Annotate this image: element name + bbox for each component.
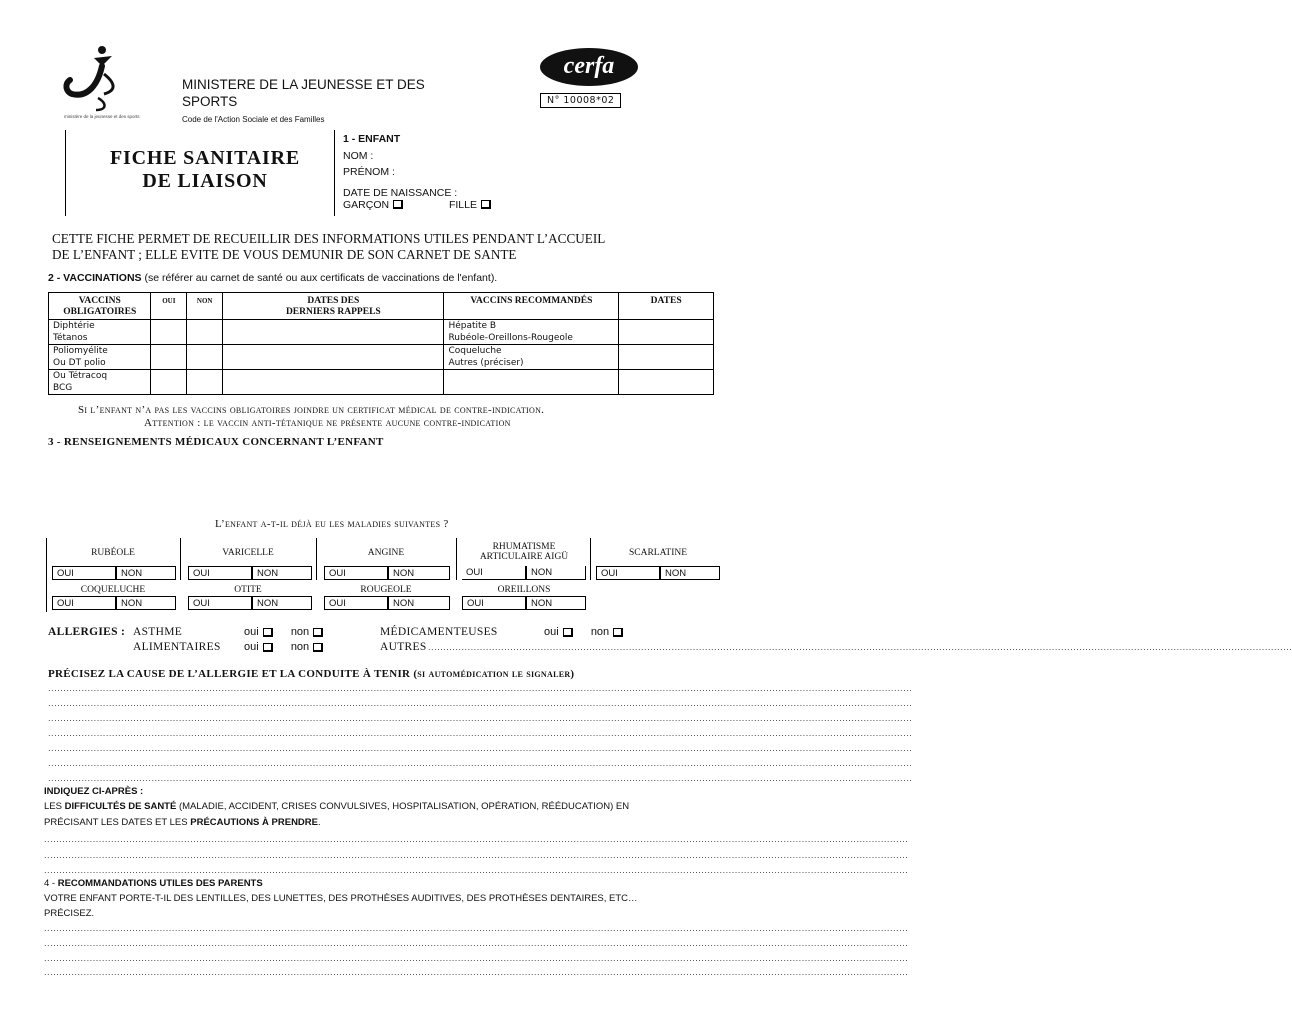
recommande-cell bbox=[444, 345, 619, 370]
precisez-heading: PRÉCISEZ LA CAUSE DE L’ALLERGIE ET LA CONDUITE À TENIR (si automédication le signaler) bbox=[48, 668, 575, 680]
maladies-divider bbox=[46, 538, 47, 612]
date-cell[interactable] bbox=[619, 320, 714, 345]
non-cell[interactable] bbox=[187, 345, 223, 370]
angine-non[interactable]: NON bbox=[388, 566, 450, 580]
indiquez-precautions: PRÉCAUTIONS À PRENDRE bbox=[190, 817, 318, 828]
maladies-divider bbox=[590, 538, 591, 580]
form-number: N° 10008*02 bbox=[540, 93, 621, 108]
col-vaccins-recommandes: VACCINS RECOMMANDÉS bbox=[444, 293, 619, 320]
medical-heading: 3 - RENSEIGNEMENTS MÉDICAUX CONCERNANT L’ENFANT bbox=[48, 436, 384, 448]
maladie-varicelle: VARICELLE bbox=[222, 548, 274, 558]
coqueluche-non[interactable]: NON bbox=[116, 596, 176, 610]
child-prenom-label: PRÉNOM : bbox=[343, 166, 395, 178]
vaccinations-note-1: Si l’enfant n’a pas les vaccins obligatoires joindre un certificat médical de contre-indication. bbox=[78, 404, 545, 416]
medicamenteuses-oui-label: oui bbox=[544, 626, 559, 638]
indiquez-rest: (MALADIE, ACCIDENT, CRISES CONVULSIVES, HOSPITALISATION, OPÉRATION, RÉÉDUCATION) EN bbox=[176, 801, 630, 812]
scarlatine-non[interactable]: NON bbox=[660, 566, 720, 580]
varicelle-oui[interactable]: OUI bbox=[188, 566, 252, 580]
alimentaires-oui-checkbox[interactable] bbox=[263, 643, 273, 652]
autres-label: AUTRES bbox=[380, 641, 427, 653]
difficultes-line[interactable]: ............................................................................................................................................................................................................................................................................................ bbox=[44, 866, 909, 875]
ministry-line-1: MINISTERE DE LA JEUNESSE ET DES bbox=[182, 77, 425, 92]
fille-checkbox[interactable] bbox=[481, 200, 491, 209]
oreillons-oui[interactable]: OUI bbox=[462, 596, 526, 610]
asthme-oui-checkbox[interactable] bbox=[263, 628, 273, 637]
logo-caption: ministère de la jeunesse et des sports bbox=[64, 114, 140, 119]
allergie-line[interactable]: ............................................................................................................................................................................................................................................................................................ bbox=[48, 774, 913, 783]
form-title-line-1: FICHE SANITAIRE bbox=[110, 147, 300, 169]
date-cell[interactable] bbox=[223, 345, 444, 370]
date-cell[interactable] bbox=[619, 345, 714, 370]
recommandations-line[interactable]: ............................................................................................................................................................................................................................................................................................ bbox=[44, 924, 909, 933]
col-dates-rappels: DATES DES DERNIERS RAPPELS bbox=[223, 293, 444, 320]
child-naissance-label: DATE DE NAISSANCE : bbox=[343, 186, 458, 199]
difficultes-line[interactable]: ............................................................................................................................................................................................................................................................................................ bbox=[44, 851, 909, 860]
title-divider-left bbox=[65, 130, 66, 216]
allergie-line[interactable]: ............................................................................................................................................................................................................................................................................................ bbox=[48, 759, 913, 768]
asthme-non-checkbox[interactable] bbox=[313, 628, 323, 637]
fille-label: FILLE bbox=[448, 198, 477, 211]
vaccin-name: Coqueluche bbox=[448, 346, 502, 356]
oui-cell[interactable] bbox=[151, 320, 187, 345]
col-oui: oui bbox=[151, 293, 187, 320]
vaccin-name: Rubéole-Oreillons-Rougeole bbox=[448, 333, 573, 343]
col-non: non bbox=[187, 293, 223, 320]
rhumatisme-non[interactable]: NON bbox=[526, 566, 586, 580]
vaccin-name: Diphtérie bbox=[53, 321, 95, 331]
ministry-name bbox=[182, 76, 425, 110]
rhumatisme-oui[interactable]: OUI bbox=[462, 566, 526, 580]
asthme-non-label: non bbox=[290, 626, 310, 638]
vaccin-name: Hépatite B bbox=[448, 321, 497, 331]
ministry-line-2: SPORTS bbox=[182, 94, 238, 109]
maladie-rhumatisme: RHUMATISME ARTICULAIRE AIGÜ bbox=[479, 542, 569, 562]
maladie-scarlatine: SCARLATINE bbox=[628, 548, 688, 558]
vaccinations-heading bbox=[48, 272, 497, 284]
vaccin-cell bbox=[49, 345, 151, 370]
maladie-coqueluche: COQUELUCHE bbox=[80, 585, 146, 595]
allergie-line[interactable]: ............................................................................................................................................................................................................................................................................................ bbox=[48, 729, 913, 738]
rubeole-non[interactable]: NON bbox=[116, 566, 176, 580]
difficultes-line[interactable]: ............................................................................................................................................................................................................................................................................................ bbox=[44, 835, 909, 844]
child-section bbox=[343, 131, 491, 211]
medicamenteuses-oui-checkbox[interactable] bbox=[563, 628, 573, 637]
col-dates: DATES bbox=[619, 293, 714, 320]
recommandations-heading bbox=[44, 878, 263, 889]
vaccin-name: Poliomyélite bbox=[53, 346, 108, 356]
scarlatine-oui[interactable]: OUI bbox=[596, 566, 660, 580]
vaccin-name: Autres (préciser) bbox=[448, 358, 524, 368]
recommandations-line-1: VOTRE ENFANT PORTE-T-IL DES LENTILLES, DES LUNETTES, DES PROTHÈSES AUDITIVES, DES PROTHÈSES DENTAIRES, ETC… bbox=[44, 893, 638, 904]
rubeole-oui[interactable]: OUI bbox=[52, 566, 116, 580]
indiquez-precisant: PRÉCISANT LES DATES ET LES bbox=[44, 817, 191, 828]
oui-cell[interactable] bbox=[151, 345, 187, 370]
vaccinations-note-2: Attention : le vaccin anti-tétanique ne présente aucune contre-indication bbox=[144, 417, 511, 429]
indiquez-line-1 bbox=[44, 801, 629, 812]
garcon-label: GARÇON bbox=[343, 198, 390, 211]
recommandations-line[interactable]: ............................................................................................................................................................................................................................................................................................ bbox=[44, 968, 909, 977]
maladie-rubeole: RUBÉOLE bbox=[91, 548, 135, 558]
recommandations-line[interactable]: ............................................................................................................................................................................................................................................................................................ bbox=[44, 939, 909, 948]
indiquez-title: INDIQUEZ CI-APRÈS : bbox=[44, 786, 144, 797]
recommandations-title: RECOMMANDATIONS UTILES DES PARENTS bbox=[57, 878, 263, 889]
maladies-divider bbox=[316, 538, 317, 580]
title-divider-right bbox=[334, 130, 335, 216]
recommandations-line[interactable]: ............................................................................................................................................................................................................................................................................................ bbox=[44, 954, 909, 963]
child-nom-label: NOM : bbox=[343, 149, 374, 162]
maladies-divider bbox=[180, 538, 181, 580]
allergie-line[interactable]: ............................................................................................................................................................................................................................................................................................ bbox=[48, 744, 913, 753]
vaccin-name: Tétanos bbox=[53, 333, 88, 343]
allergies-label: ALLERGIES : bbox=[48, 626, 126, 638]
vaccin-name: BCG bbox=[53, 383, 73, 393]
indiquez-line-2 bbox=[44, 817, 321, 828]
asthme-oui-label: oui bbox=[244, 626, 259, 638]
alimentaires-non-label: non bbox=[290, 641, 310, 653]
ministry-logo bbox=[58, 44, 158, 120]
date-cell[interactable] bbox=[223, 370, 444, 395]
child-section-title: 1 - ENFANT bbox=[343, 133, 401, 145]
otite-oui[interactable]: OUI bbox=[188, 596, 252, 610]
oreillons-non[interactable]: NON bbox=[526, 596, 586, 610]
intro-text bbox=[52, 231, 605, 263]
autres-dots[interactable]: ............................................................................................................................................................................................................................................................................................ bbox=[428, 643, 1292, 652]
non-cell[interactable] bbox=[187, 320, 223, 345]
maladies-question: L’enfant a-t-il déjà eu les maladies suivantes ? bbox=[215, 518, 449, 530]
intro-line-1: CETTE FICHE PERMET DE RECUEILLIR DES INFORMATIONS UTILES PENDANT L’ACCUEIL bbox=[52, 231, 606, 246]
otite-non[interactable]: NON bbox=[252, 596, 312, 610]
vaccinations-header-row bbox=[49, 293, 714, 320]
medicamenteuses-non-checkbox[interactable] bbox=[613, 628, 623, 637]
allergie-line[interactable]: ............................................................................................................................................................................................................................................................................................ bbox=[48, 684, 913, 693]
form-title-line-2: DE LIAISON bbox=[142, 170, 268, 192]
table-row bbox=[49, 370, 714, 395]
alimentaires-choices bbox=[244, 641, 323, 653]
medicamenteuses-label: MÉDICAMENTEUSES bbox=[380, 626, 498, 638]
cerfa-logo bbox=[540, 48, 638, 86]
table-row bbox=[49, 345, 714, 370]
cerfa-text: cerfa bbox=[563, 53, 615, 79]
maladie-angine: ANGINE bbox=[367, 548, 405, 558]
rougeole-oui[interactable]: OUI bbox=[324, 596, 388, 610]
maladies-divider bbox=[456, 538, 457, 580]
vaccinations-title: 2 - VACCINATIONS bbox=[48, 272, 142, 284]
indiquez-period: . bbox=[318, 817, 321, 828]
indiquez-les: LES bbox=[44, 801, 65, 812]
date-cell[interactable] bbox=[619, 370, 714, 395]
vaccin-name: Ou Tétracoq bbox=[53, 371, 108, 381]
garcon-checkbox[interactable] bbox=[393, 200, 403, 209]
medicamenteuses-non-label: non bbox=[590, 626, 610, 638]
oui-cell[interactable] bbox=[151, 370, 187, 395]
non-cell[interactable] bbox=[187, 370, 223, 395]
date-cell[interactable] bbox=[223, 320, 444, 345]
recommandations-line-2: PRÉCISEZ. bbox=[44, 908, 95, 919]
indiquez-difficultes: DIFFICULTÉS DE SANTÉ bbox=[64, 801, 177, 812]
coqueluche-oui[interactable]: OUI bbox=[52, 596, 116, 610]
recommande-cell bbox=[444, 320, 619, 345]
col-vaccins-obligatoires: VACCINS OBLIGATOIRES bbox=[49, 293, 151, 320]
vaccinations-note: (se référer au carnet de santé ou aux certificats de vaccinations de l'enfant). bbox=[141, 272, 498, 284]
vaccinations-table bbox=[48, 292, 714, 395]
varicelle-non[interactable]: NON bbox=[252, 566, 312, 580]
recommandations-number: 4 - bbox=[44, 878, 58, 889]
maladie-rougeole: ROUGEOLE bbox=[360, 585, 412, 595]
form-title bbox=[76, 147, 334, 193]
asthme-label: ASTHME bbox=[133, 626, 183, 638]
medicamenteuses-choices bbox=[544, 626, 623, 638]
table-row bbox=[49, 320, 714, 345]
vaccin-cell bbox=[49, 370, 151, 395]
asthme-choices bbox=[244, 626, 323, 638]
vaccin-name: Ou DT polio bbox=[53, 358, 106, 368]
intro-line-2: DE L’ENFANT ; ELLE EVITE DE VOUS DEMUNIR DE SON CARNET DE SANTE bbox=[52, 247, 517, 262]
maladie-oreillons: OREILLONS bbox=[497, 585, 551, 595]
code-action-sociale: Code de l'Action Sociale et des Familles bbox=[182, 115, 325, 124]
rougeole-non[interactable]: NON bbox=[388, 596, 450, 610]
allergie-line[interactable]: ............................................................................................................................................................................................................................................................................................ bbox=[48, 714, 913, 723]
alimentaires-oui-label: oui bbox=[244, 641, 259, 653]
alimentaires-non-checkbox[interactable] bbox=[313, 643, 323, 652]
recommande-cell bbox=[444, 370, 619, 395]
maladie-otite: OTITE bbox=[234, 585, 262, 595]
angine-oui[interactable]: OUI bbox=[324, 566, 388, 580]
vaccin-cell bbox=[49, 320, 151, 345]
alimentaires-label: ALIMENTAIRES bbox=[133, 641, 221, 653]
allergie-line[interactable]: ............................................................................................................................................................................................................................................................................................ bbox=[48, 699, 913, 708]
